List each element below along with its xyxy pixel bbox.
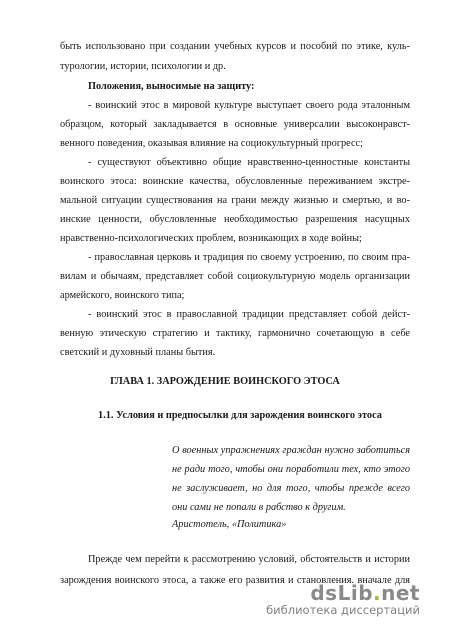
chapter-heading: ГЛАВА 1. ЗАРОЖДЕНИЕ ВОИНСКОГО ЭТОСА [110,376,340,387]
watermark-logo-dot: . [373,581,382,605]
thesis-line: - воинский этос в мировой культуре выступает своего рода эталонным [88,100,410,111]
watermark-logo-ds: ds [310,581,338,605]
theses-title: Положения, выносимые на защиту: [88,81,255,92]
watermark [266,583,420,617]
section-heading: 1.1. Условия и предпосылки для зарождения воинского этоса [98,410,382,421]
thesis-line: инские ценности, обусловленные необходимостью разрешения насущных [60,214,410,225]
epigraph-line: О военных упражнениях граждан нужно заботиться [172,445,410,456]
thesis-line: вилам и обычаям, представляет собой социокультурную модель организации [60,271,410,282]
thesis-line: - существуют объективно общие нравственно-ценностные константы [88,157,410,168]
paragraph-line: турологии, истории, психологии и др. [60,61,226,72]
watermark-logo-lib: Lib [337,581,374,605]
epigraph-line: не ради того, чтобы они поработили тех, кто этого [172,464,410,475]
watermark-logo [266,583,420,603]
thesis-line: мальной ситуации существования на грани между жизнью и смертью, и во- [60,195,410,206]
thesis-line: венного поведения, оказывая влияние на социокультурный прогресс; [60,138,363,149]
thesis-line: нравственно-психологических проблем, возникающих в ходе войны; [60,233,362,244]
thesis-line: - православная церковь и традиция по своему устроению, по своим пра- [88,252,410,263]
watermark-logo-net: net [381,581,420,605]
epigraph-line: они сами не попали в рабство к другим. [172,502,346,513]
thesis-line: образцом, который закладывается в основные универсалии высоконравст- [60,119,410,130]
closing-line: зарождения воинского этоса, а также его развития и становления. вначале для [60,575,410,586]
closing-line: Прежде чем перейти к рассмотрению условий, обстоятельств и истории [88,554,410,565]
thesis-line: венную этическую стратегию и тактику, гармонично сочетающую в себе [60,328,410,339]
epigraph-author: Аристотель, «Политика» [172,519,287,530]
thesis-line: воинского этоса: воинские качества, обусловленные переживанием экстре- [60,176,410,187]
watermark-subtitle: библиотека диссертаций [266,603,420,617]
thesis-line: светский и духовный планы бытия. [60,347,216,358]
paragraph-line: быть использовано при создании учебных курсов и пособий по этике, куль- [60,41,410,52]
thesis-line: армейского, воинского типа; [60,290,185,301]
epigraph-line: не заслуживает, но для того, чтобы прежде всего [172,483,410,494]
thesis-line: - воинский этос в православной традиции представляет собой дейст- [88,309,410,320]
